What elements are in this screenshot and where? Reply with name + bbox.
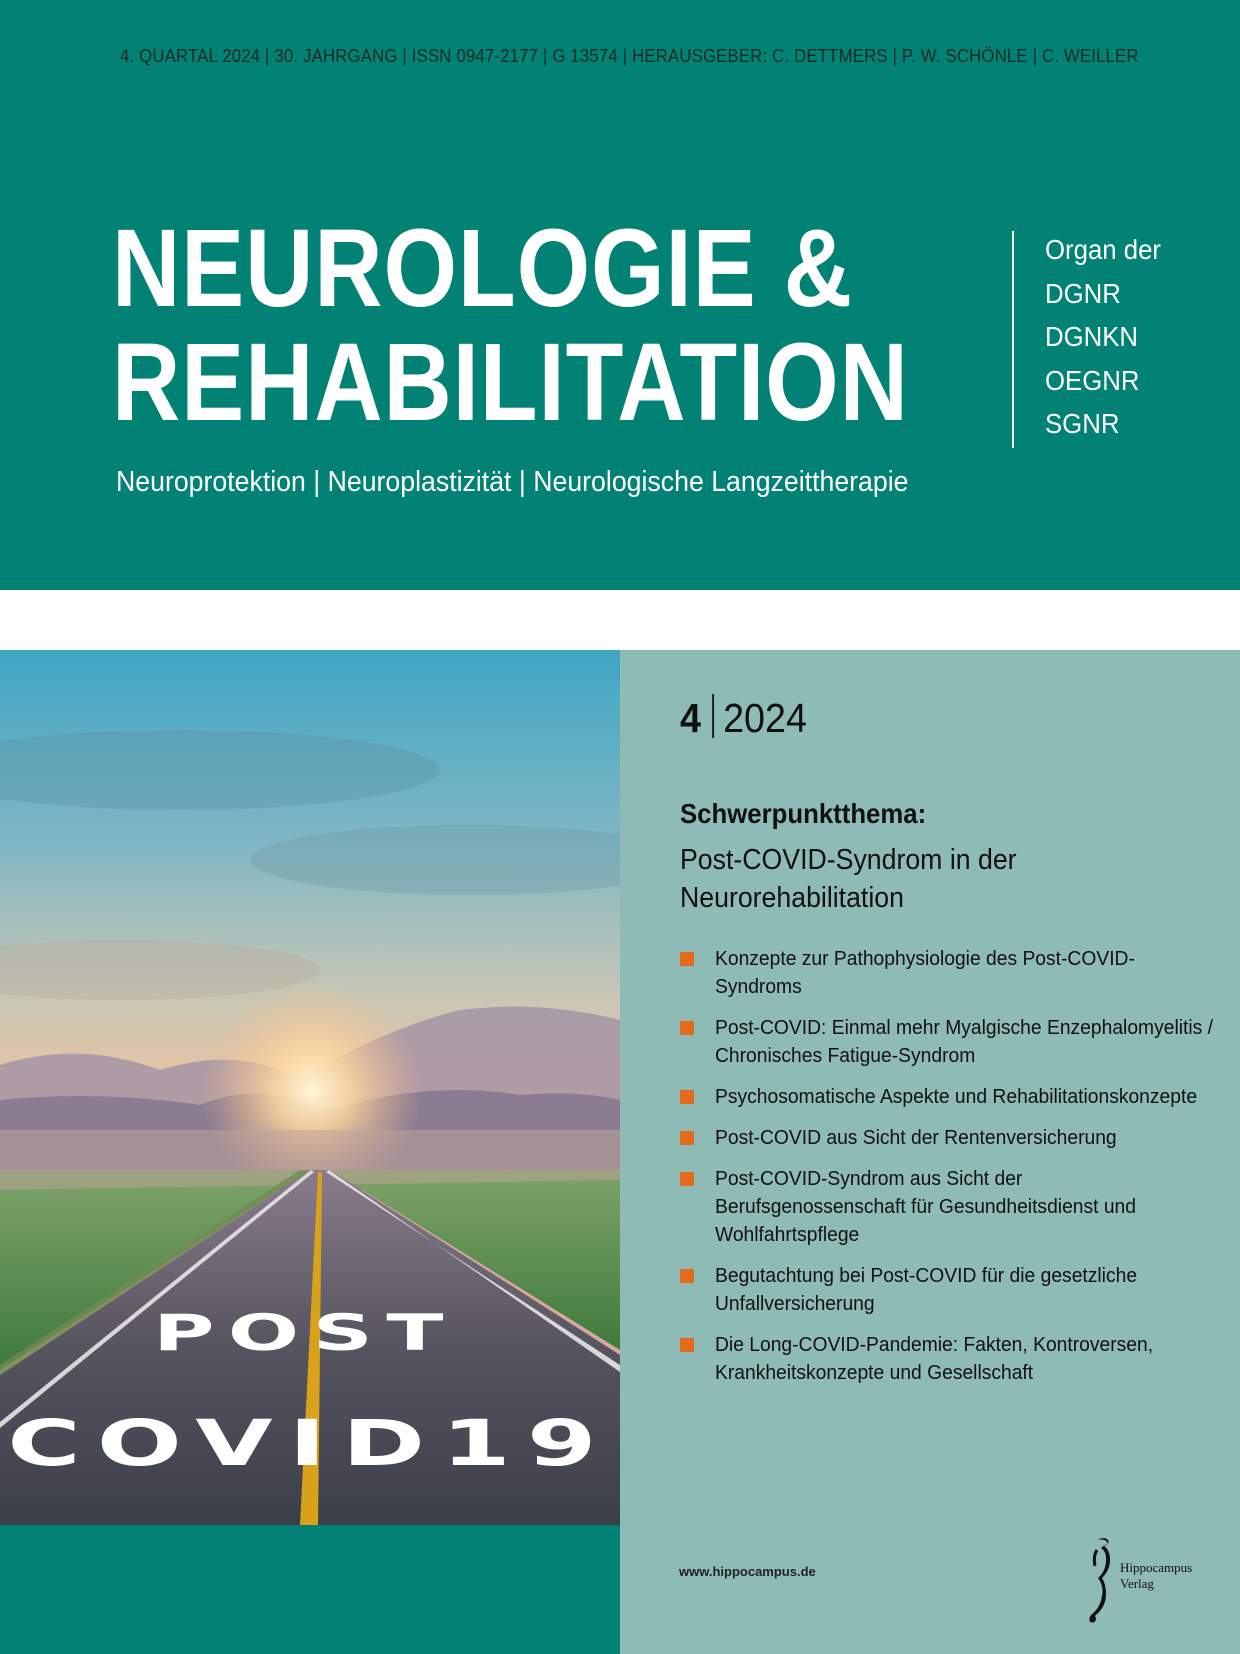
bullet-square-icon [680, 1172, 694, 1186]
bullet-square-icon [680, 952, 694, 966]
organ-item: OEGNR [1045, 364, 1140, 396]
bullet-square-icon [680, 1338, 694, 1352]
organ-item: DGNKN [1045, 321, 1139, 352]
issue-number [680, 694, 807, 742]
organ-item: DGNR [1045, 277, 1121, 309]
issue-meta-line: 4. QUARTAL 2024 | 30. JAHRGANG | ISSN 0947-2177 | G 13574 | HERAUSGEBER: C. DETTMERS | P. W. SCHÖNLE | C. WEILLER [120, 46, 1139, 66]
separator-strip [0, 590, 1240, 650]
issue-year: 2024 [723, 695, 807, 741]
topic-item: Die Long-COVID-Pandemie: Fakten, Kontroversen, Krankheitskonzepte und Gesellschaft [680, 1331, 1220, 1387]
journal-subtitle: Neuroprotektion | Neuroplastizität | Neurologische Langzeittherapie [116, 466, 909, 498]
journal-title [112, 207, 909, 444]
cover-image [0, 650, 620, 1525]
bullet-square-icon [680, 1090, 694, 1104]
topic-item: Post-COVID: Einmal mehr Myalgische Enzephalomyelitis / Chronisches Fatigue-Syndrom [680, 1014, 1220, 1070]
focus-title: Post-COVID-Syndrom in der Neurorehabilitation [680, 844, 1017, 914]
topic-item: Post-COVID-Syndrom aus Sicht der Berufsgenossenschaft für Gesundheitsdienst und Wohlfahrtspflege [680, 1165, 1220, 1249]
issue-no: 4 [680, 695, 701, 741]
topic-list [680, 945, 1220, 1400]
issue-divider [712, 694, 714, 738]
website-link[interactable]: www.hippocampus.de [679, 1564, 816, 1579]
organ-list [1045, 228, 1161, 446]
road-text-covid: COVID19 [7, 1406, 613, 1481]
bullet-square-icon [680, 1021, 694, 1035]
publisher-name: Hippocampus Verlag [1120, 1560, 1193, 1591]
divider-line [1012, 231, 1014, 448]
topic-item: Begutachtung bei Post-COVID für die gesetzliche Unfallversicherung [680, 1262, 1220, 1318]
organ-item: SGNR [1045, 408, 1120, 439]
organ-label: Organ der [1045, 234, 1161, 265]
topic-item: Psychosomatische Aspekte und Rehabilitationskonzepte [680, 1083, 1220, 1111]
seahorse-icon [1084, 1536, 1114, 1626]
journal-title-line2: REHABILITATION [112, 321, 909, 444]
publisher-logo [1084, 1536, 1214, 1626]
bullet-square-icon [680, 1131, 694, 1145]
topic-item: Konzepte zur Pathophysiologie des Post-COVID-Syndroms [680, 945, 1220, 1001]
road-sunset-illustration [0, 650, 620, 1525]
journal-title-line1: NEUROLOGIE & [112, 207, 853, 330]
bullet-square-icon [680, 1269, 694, 1283]
header-band [0, 0, 1240, 590]
focus-label: Schwerpunktthema: [680, 798, 927, 829]
bottom-band [0, 1525, 620, 1654]
road-text-post: POST [153, 1304, 457, 1363]
topic-item: Post-COVID aus Sicht der Rentenversicherung [680, 1124, 1220, 1152]
